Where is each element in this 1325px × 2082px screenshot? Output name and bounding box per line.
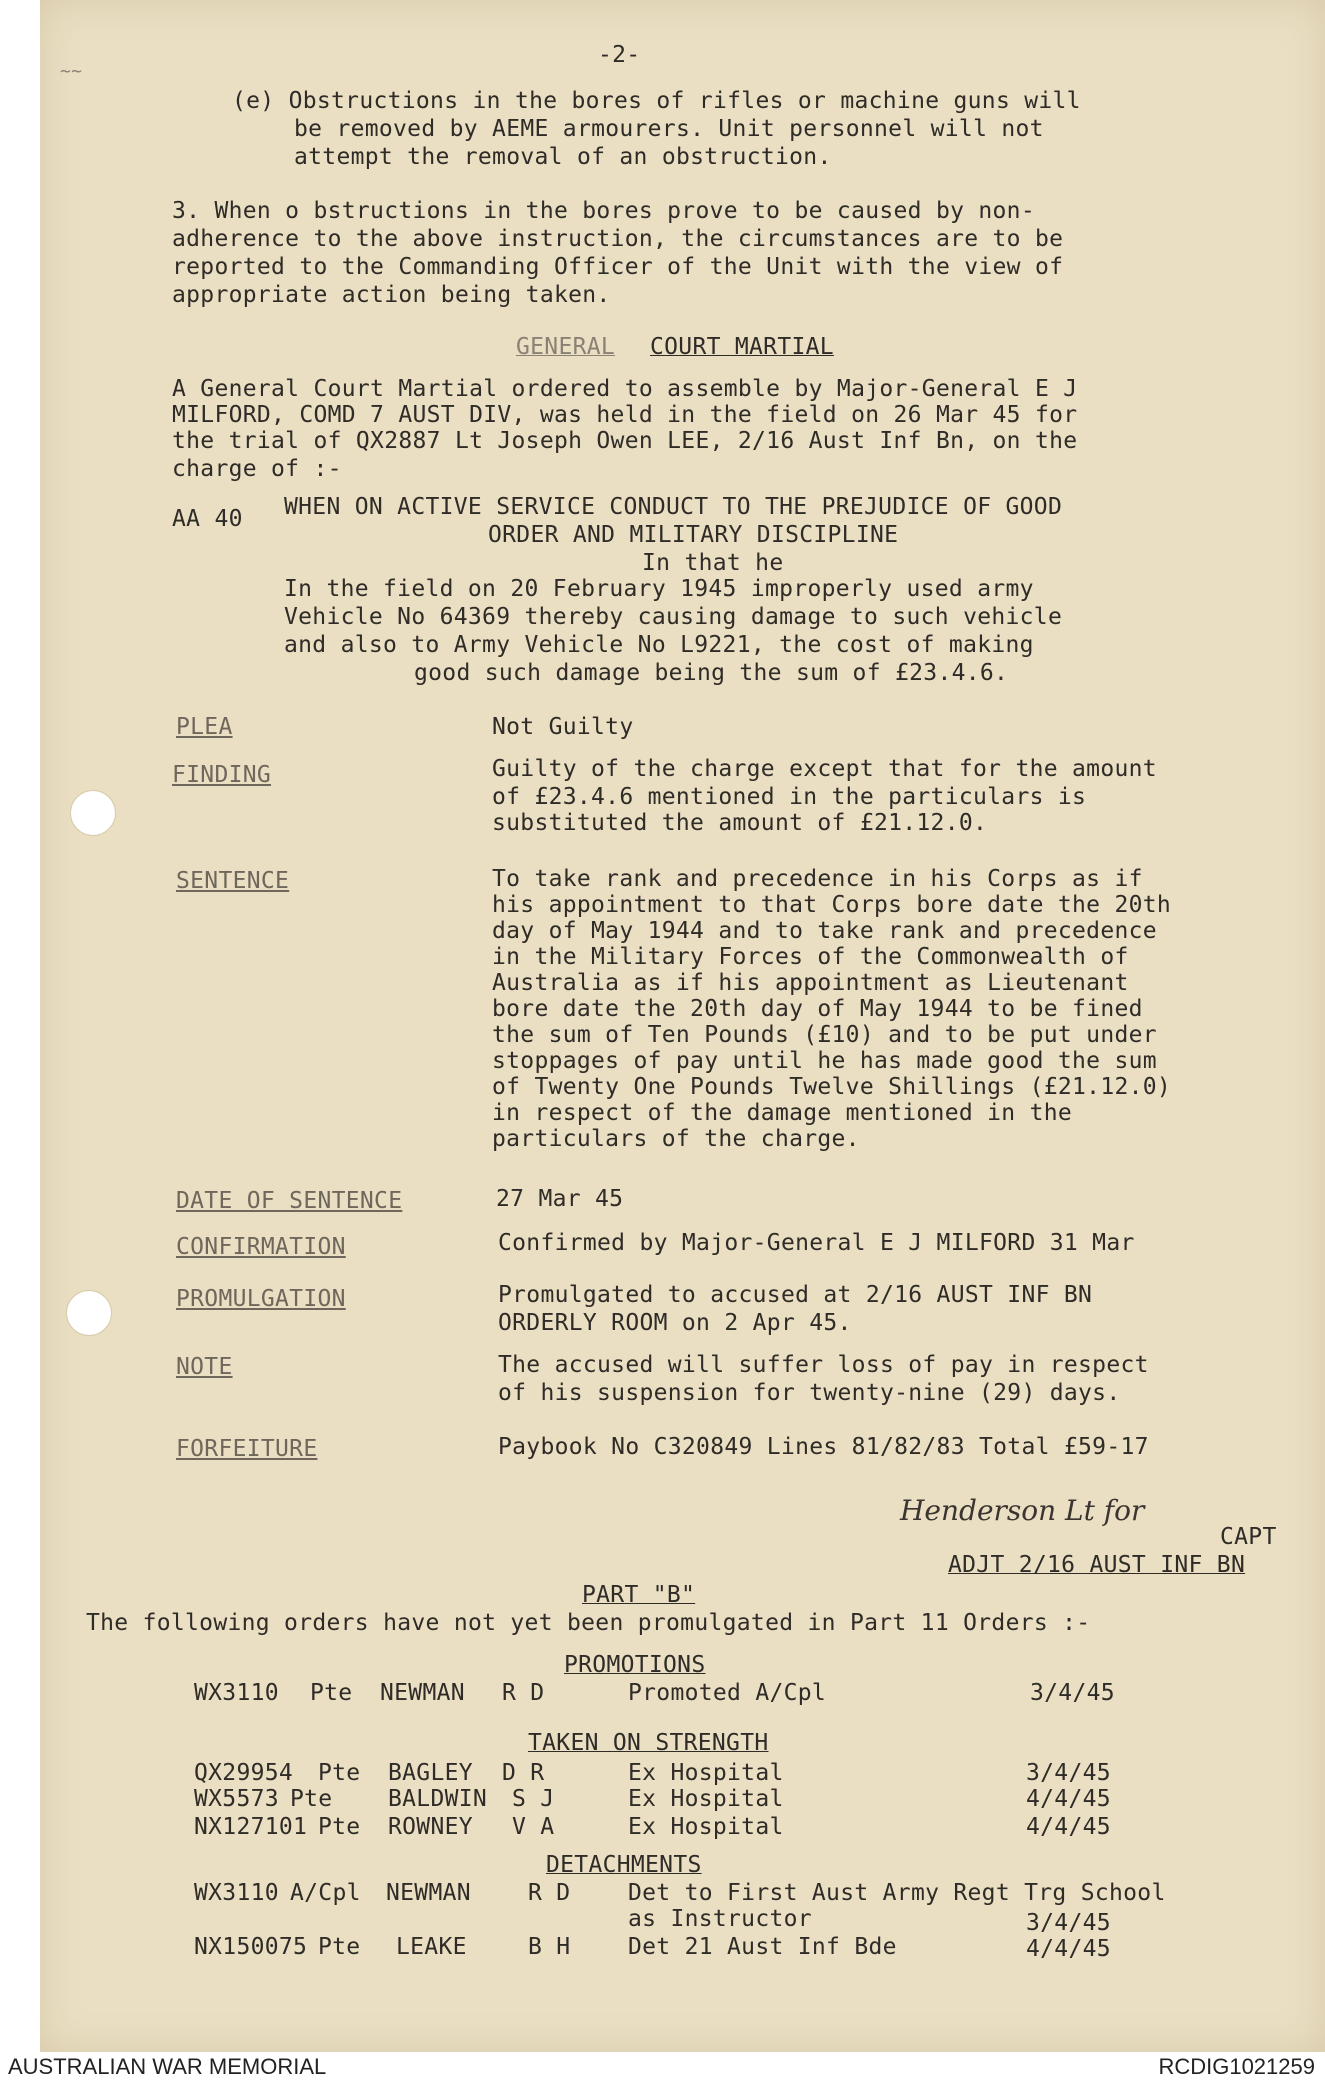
signature: Henderson Lt for — [900, 1494, 1145, 1527]
det-2-detail: Det 21 Aust Inf Bde — [628, 1934, 897, 1960]
promulgation-label: PROMULGATION — [176, 1286, 346, 1312]
finding-line-3: substituted the amount of £21.12.0. — [492, 810, 988, 836]
sentence-line-11: particulars of the charge. — [492, 1126, 860, 1152]
charge-particulars-line-1: In the field on 20 February 1945 improperly used army — [284, 576, 1034, 602]
promotion-1-number: WX3110 — [194, 1680, 279, 1706]
confirmation-value: Confirmed by Major-General E J MILFORD 31 Mar — [498, 1230, 1135, 1256]
charge-particulars-line-2: Vehicle No 64369 thereby causing damage to such vehicle — [284, 604, 1063, 630]
tos-1-rank: Pte — [318, 1760, 361, 1786]
tos-3-number: NX127101 — [194, 1814, 308, 1840]
part-b-heading: PART "B" — [582, 1582, 696, 1608]
para-3-line-2: adherence to the above instruction, the circumstances are to be — [172, 226, 1064, 252]
sentence-line-8: stoppages of pay until he has made good the sum — [492, 1048, 1157, 1074]
plea-value: Not Guilty — [492, 714, 634, 740]
promulgation-line-2: ORDERLY ROOM on 2 Apr 45. — [498, 1310, 852, 1336]
tos-1-number: QX29954 — [194, 1760, 294, 1786]
tos-2-number: WX5573 — [194, 1786, 279, 1812]
finding-line-2: of £23.4.6 mentioned in the particulars is — [492, 784, 1087, 810]
det-1-name: NEWMAN — [386, 1880, 471, 1906]
finding-line-1: Guilty of the charge except that for the amount — [492, 756, 1157, 782]
charge-particulars-line-3: and also to Army Vehicle No L9221, the cost of making — [284, 632, 1034, 658]
tos-2-date: 4/4/45 — [1026, 1786, 1111, 1812]
note-line-2: of his suspension for twenty-nine (29) days. — [498, 1380, 1121, 1406]
det-1-number: WX3110 — [194, 1880, 279, 1906]
promotion-1-name: NEWMAN — [380, 1680, 465, 1706]
punch-hole-top — [70, 790, 116, 836]
sentence-line-3: day of May 1944 and to take rank and precedence — [492, 918, 1157, 944]
confirmation-label: CONFIRMATION — [176, 1234, 346, 1260]
para-3-line-3: reported to the Commanding Officer of the Unit with the view of — [172, 254, 1064, 280]
det-1-detail: Det to First Aust Army Regt Trg School — [628, 1880, 1166, 1906]
promotions-heading: PROMOTIONS — [564, 1652, 706, 1678]
promotion-1-detail: Promoted A/Cpl — [628, 1680, 827, 1706]
charge-code: AA 40 — [172, 506, 243, 532]
signature-rank: CAPT — [1220, 1524, 1277, 1550]
para-3-line-1: 3. When o bstructions in the bores prove to be caused by non- — [172, 198, 1035, 224]
det-2-name: LEAKE — [396, 1934, 467, 1960]
signature-title: ADJT 2/16 AUST INF BN — [948, 1552, 1246, 1578]
sentence-line-2: his appointment to that Corps bore date the 20th — [492, 892, 1172, 918]
tos-1-name: BAGLEY — [388, 1760, 473, 1786]
promotion-1-rank: Pte — [310, 1680, 353, 1706]
court-intro-line-2: MILFORD, COMD 7 AUST DIV, was held in the field on 26 Mar 45 for — [172, 402, 1078, 428]
punch-hole-bottom — [66, 1290, 112, 1336]
tos-3-detail: Ex Hospital — [628, 1814, 784, 1840]
court-intro-line-1: A General Court Martial ordered to assemble by Major-General E J — [172, 376, 1078, 402]
court-intro-line-4: charge of :- — [172, 456, 342, 482]
sentence-line-1: To take rank and precedence in his Corps as if — [492, 866, 1143, 892]
sentence-line-7: the sum of Ten Pounds (£10) and to be put under — [492, 1022, 1157, 1048]
det-2-date: 4/4/45 — [1026, 1936, 1111, 1962]
tos-2-detail: Ex Hospital — [628, 1786, 784, 1812]
taken-on-strength-heading: TAKEN ON STRENGTH — [528, 1730, 769, 1756]
promotion-1-initials: R D — [502, 1680, 545, 1706]
det-1-detail-2: as Instructor — [628, 1906, 812, 1932]
promotion-1-date: 3/4/45 — [1030, 1680, 1115, 1706]
det-1-date: 3/4/45 — [1026, 1910, 1111, 1936]
charge-title-line-2: ORDER AND MILITARY DISCIPLINE — [488, 522, 899, 548]
para-e-line-1: (e) Obstructions in the bores of rifles or machine guns will — [232, 88, 1081, 114]
court-heading-faded: GENERAL — [516, 334, 616, 360]
tos-3-date: 4/4/45 — [1026, 1814, 1111, 1840]
detachments-heading: DETACHMENTS — [546, 1852, 702, 1878]
court-heading: COURT MARTIAL — [650, 334, 834, 360]
note-label: NOTE — [176, 1354, 233, 1380]
tos-2-rank: Pte — [290, 1786, 333, 1812]
plea-label: PLEA — [176, 714, 233, 740]
tos-3-name: ROWNEY — [388, 1814, 473, 1840]
para-e-line-2: be removed by AEME armourers. Unit personnel will not — [294, 116, 1044, 142]
sentence-line-6: bore date the 20th day of May 1944 to be fined — [492, 996, 1143, 1022]
det-2-rank: Pte — [318, 1934, 361, 1960]
tos-3-rank: Pte — [318, 1814, 361, 1840]
charge-title-line-1: WHEN ON ACTIVE SERVICE CONDUCT TO THE PREJUDICE OF GOOD — [284, 494, 1063, 520]
in-that-he: In that he — [642, 550, 784, 576]
tos-3-initials: V A — [512, 1814, 555, 1840]
corner-mark: ~~ — [60, 61, 83, 82]
sentence-line-10: in respect of the damage mentioned in the — [492, 1100, 1073, 1126]
footer-left: AUSTRALIAN WAR MEMORIAL — [8, 2054, 327, 2079]
para-3-line-4: appropriate action being taken. — [172, 282, 611, 308]
court-intro-line-3: the trial of QX2887 Lt Joseph Owen LEE, 2/16 Aust Inf Bn, on the — [172, 428, 1078, 454]
tos-2-initials: S J — [512, 1786, 555, 1812]
det-2-number: NX150075 — [194, 1934, 308, 1960]
footer-right: RCDIG1021259 — [1158, 2054, 1315, 2079]
charge-particulars-line-4: good such damage being the sum of £23.4.6. — [414, 660, 1009, 686]
forfeiture-label: FORFEITURE — [176, 1436, 318, 1462]
tos-1-detail: Ex Hospital — [628, 1760, 784, 1786]
date-of-sentence-value: 27 Mar 45 — [496, 1186, 624, 1212]
det-2-initials: B H — [528, 1934, 571, 1960]
sentence-line-9: of Twenty One Pounds Twelve Shillings (£21.12.0) — [492, 1074, 1172, 1100]
det-1-initials: R D — [528, 1880, 571, 1906]
sentence-label: SENTENCE — [176, 868, 290, 894]
page-number: -2- — [598, 42, 641, 68]
note-line-1: The accused will suffer loss of pay in respect — [498, 1352, 1149, 1378]
date-of-sentence-label: DATE OF SENTENCE — [176, 1188, 403, 1214]
para-e-line-3: attempt the removal of an obstruction. — [294, 144, 832, 170]
forfeiture-value: Paybook No C320849 Lines 81/82/83 Total £59-17 — [498, 1434, 1149, 1460]
part-b-intro: The following orders have not yet been promulgated in Part 11 Orders :- — [86, 1610, 1091, 1636]
tos-2-name: BALDWIN — [388, 1786, 488, 1812]
tos-1-initials: D R — [502, 1760, 545, 1786]
promulgation-line-1: Promulgated to accused at 2/16 AUST INF BN — [498, 1282, 1093, 1308]
tos-1-date: 3/4/45 — [1026, 1760, 1111, 1786]
sentence-line-5: Australia as if his appointment as Lieutenant — [492, 970, 1129, 996]
sentence-line-4: in the Military Forces of the Commonwealth of — [492, 944, 1129, 970]
finding-label: FINDING — [172, 762, 272, 788]
det-1-rank: A/Cpl — [290, 1880, 361, 1906]
